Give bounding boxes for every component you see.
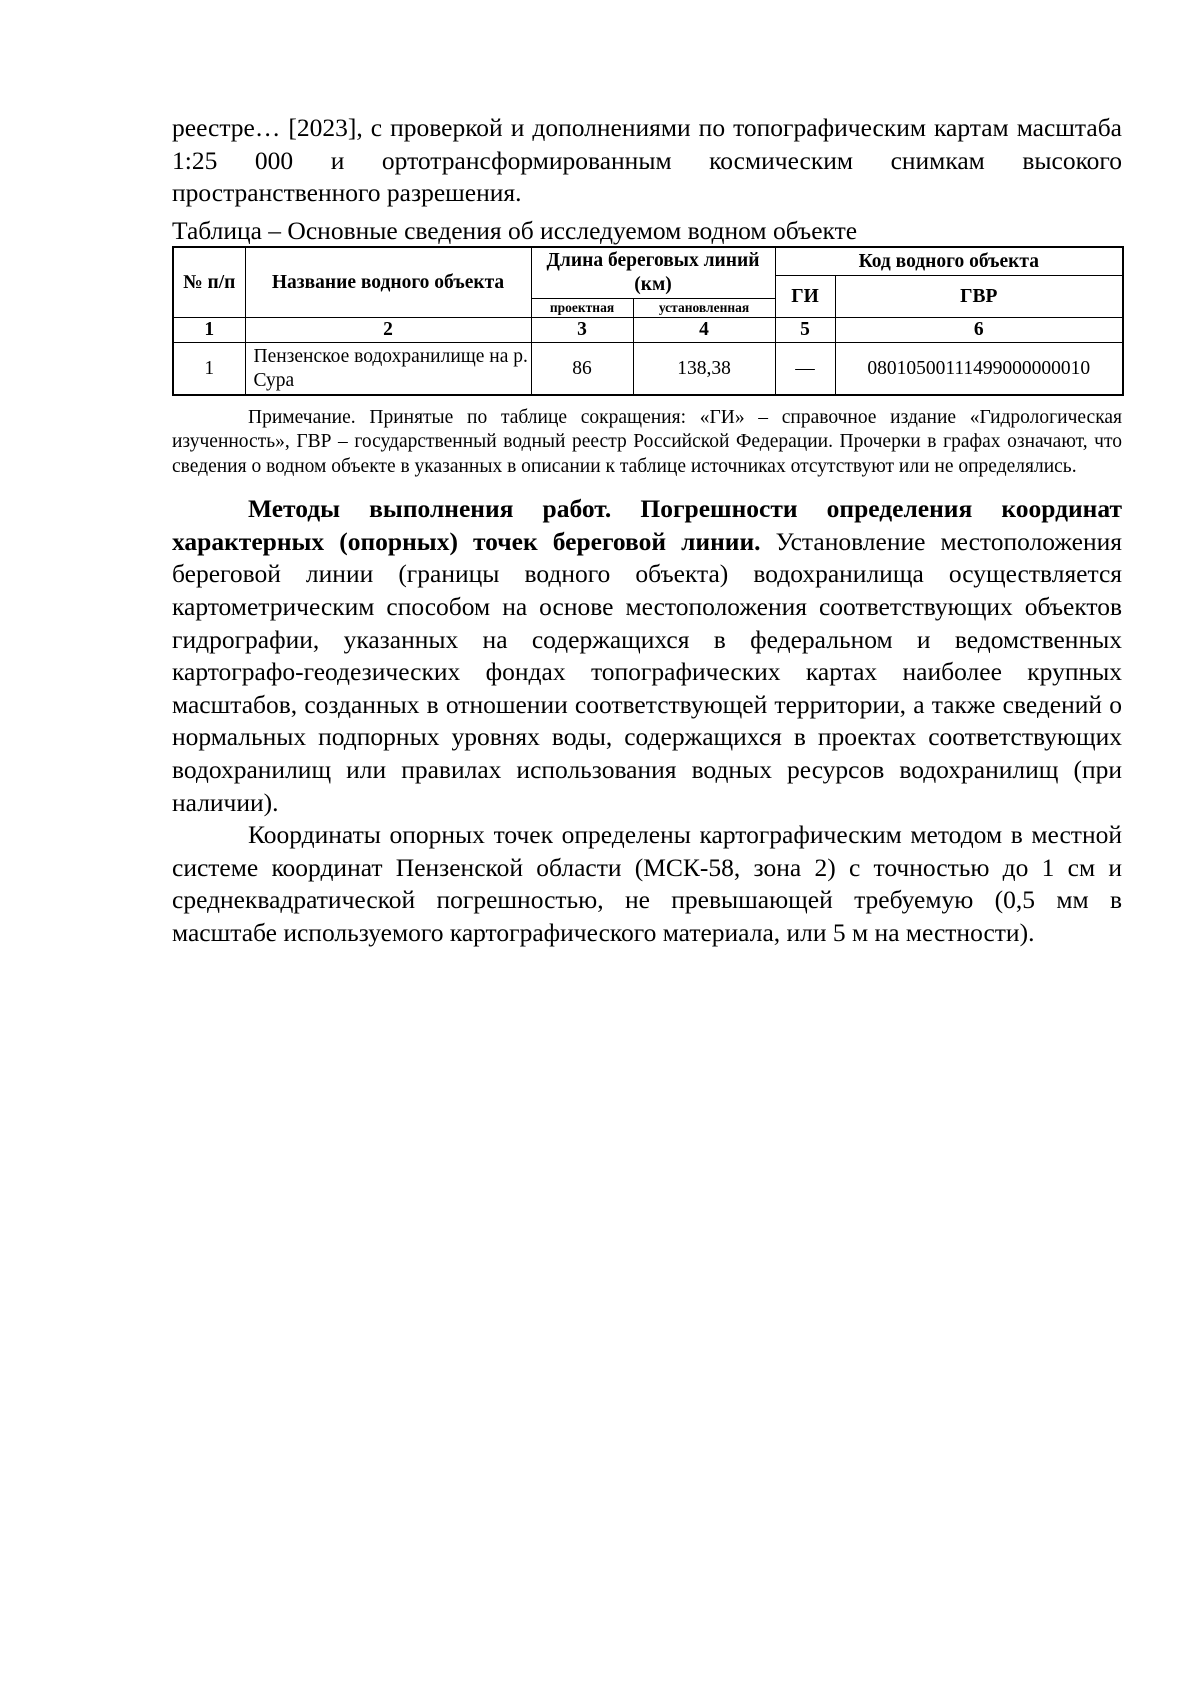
table-note: Примечание. Принятые по таблице сокращения: «ГИ» – справочное издание «Гидрологическая изученность», ГВР – государственный водный реестр Российской Федерации. Прочерки в графах означают, что сведения о водном объекте в указанных в описании к таблице источниках отсутствуют или не определялись. bbox=[172, 406, 1122, 477]
row-established-length: 138,38 bbox=[633, 343, 775, 395]
header-code-group: Код водного объекта bbox=[775, 247, 1123, 276]
water-object-table bbox=[172, 246, 1124, 396]
column-number: 5 bbox=[775, 318, 835, 343]
document-page bbox=[172, 112, 1122, 950]
table-title: Таблица – Основные сведения об исследуемом водном объекте bbox=[172, 215, 858, 245]
column-number: 3 bbox=[531, 318, 633, 343]
row-gi-code: — bbox=[775, 343, 835, 395]
row-num: 1 bbox=[173, 343, 245, 395]
header-length-project: проектная bbox=[531, 299, 633, 318]
column-number: 6 bbox=[835, 318, 1123, 343]
row-project-length: 86 bbox=[531, 343, 633, 395]
column-number: 2 bbox=[245, 318, 531, 343]
table-row bbox=[173, 343, 1123, 395]
column-number: 4 bbox=[633, 318, 775, 343]
methods-heading: Методы выполнения работ. Погрешности определения координат характерных (опорных) точек береговой линии. bbox=[172, 494, 1122, 556]
header-code-gi: ГИ bbox=[775, 276, 835, 318]
header-num: № п/п bbox=[173, 247, 245, 318]
coordinates-paragraph: Координаты опорных точек определены картографическим методом в местной системе координат Пензенской области (МСК-58, зона 2) с точностью до 1 см и среднеквадратической погрешностью, не превышающей требуемую (0,5 мм в масштабе используемого картографического материала, или 5 м на местности). bbox=[172, 820, 1122, 947]
intro-paragraph: реестре… [2023], с проверкой и дополнениями по топографическим картам масштаба 1:25 000 и ортотрансформированным космическим снимкам высокого пространственного разрешения. bbox=[172, 113, 1122, 208]
header-name: Название водного объекта bbox=[245, 247, 531, 318]
row-gvr-code: 08010500111499000000010 bbox=[835, 343, 1123, 395]
header-length-established: установленная bbox=[633, 299, 775, 318]
methods-text: Установление местоположения береговой линии (границы водного объекта) водохранилища осуществляется картометрическим способом на основе местоположения соответствующих объектов гидрографии, указанных на содержащихся в федеральном и ведомственных картографо-геодезических фондах топографических картах наиболее крупных масштабов, созданных в отношении соответствующей территории, а также сведений о нормальных подпорных уровнях воды, содержащихся в проектах соответствующих водохранилищ или правилах использования водных ресурсов водохранилищ (при наличии). bbox=[172, 526, 1123, 817]
column-number: 1 bbox=[173, 318, 245, 343]
header-length-group: Длина береговых линий (км) bbox=[531, 247, 775, 299]
header-code-gvr: ГВР bbox=[835, 276, 1123, 318]
row-name: Пензенское водохранилище на р. Сура bbox=[245, 343, 531, 395]
methods-paragraph bbox=[172, 493, 1122, 819]
